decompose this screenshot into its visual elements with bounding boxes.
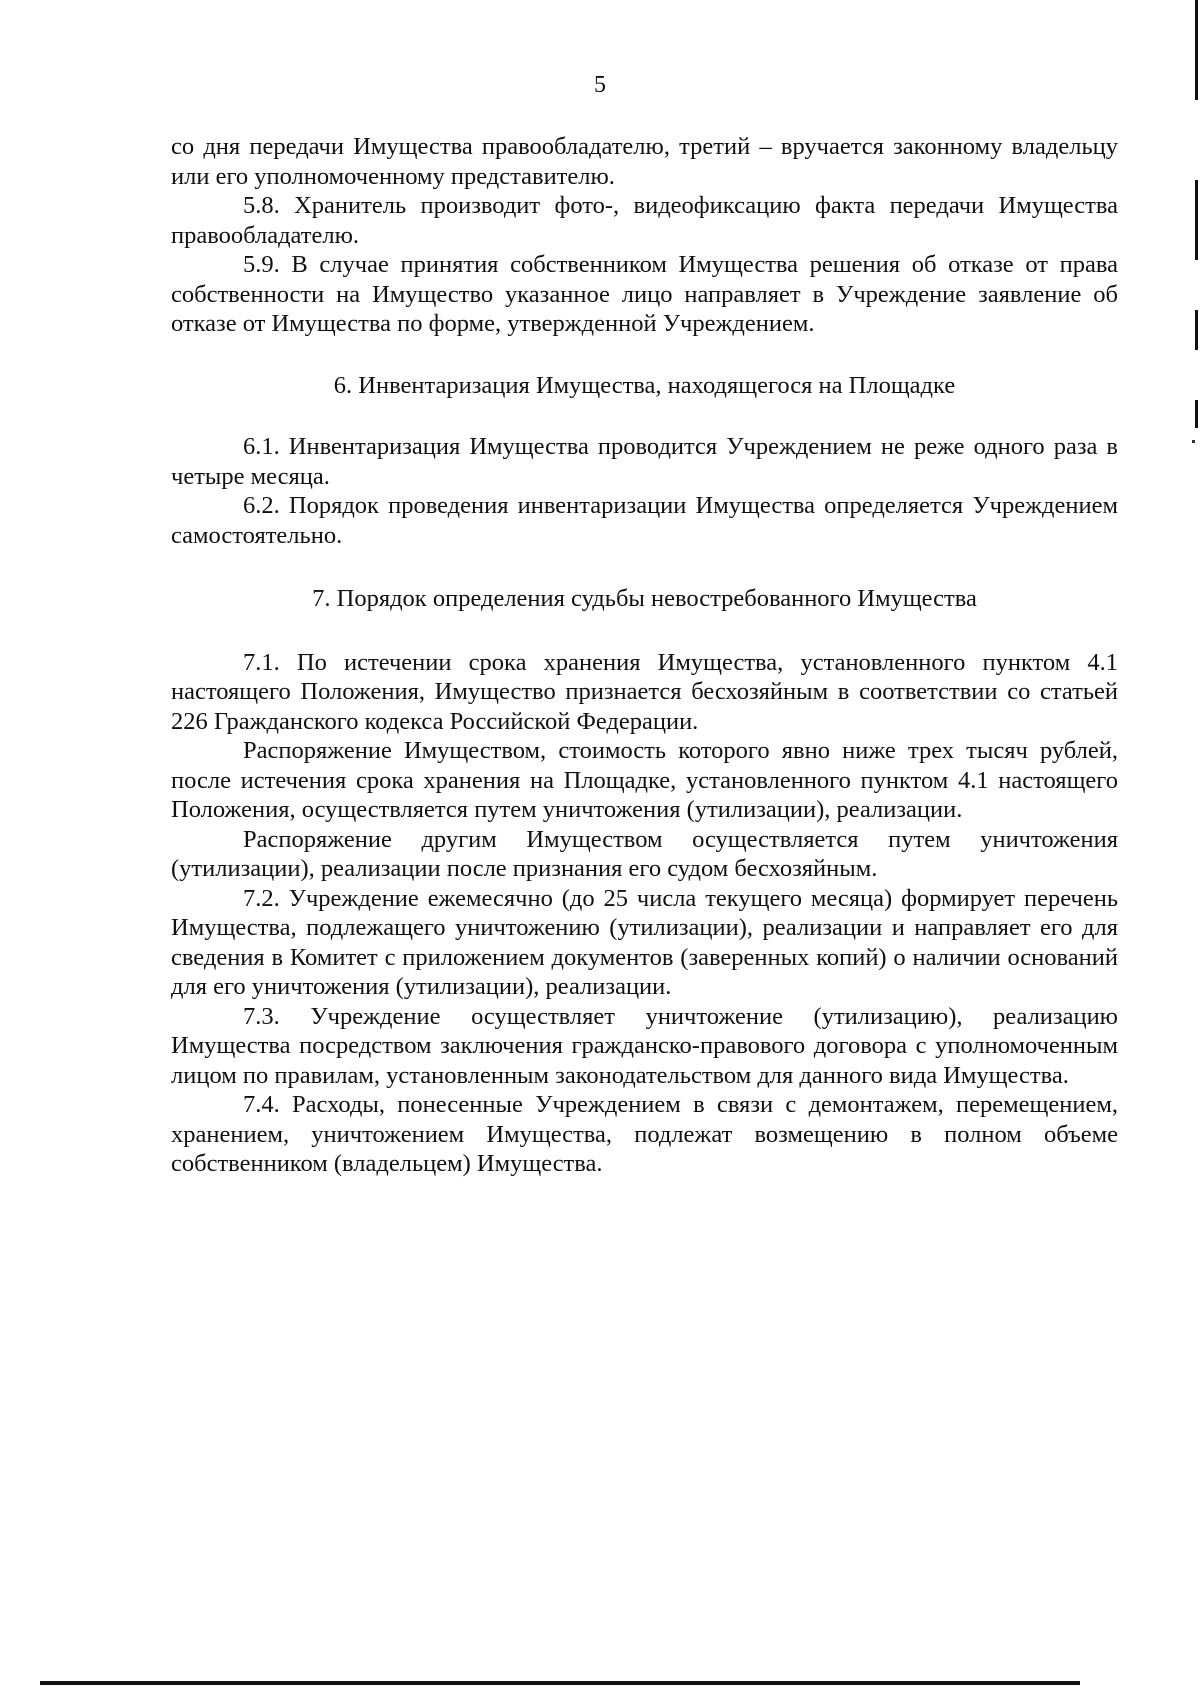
paragraph-6-2: 6.2. Порядок проведения инвентаризации Имущества определяется Учреждением самостоятельно. — [171, 492, 1118, 549]
page-number: 5 — [594, 72, 606, 98]
paragraph-7-2: 7.2. Учреждение ежемесячно (до 25 числа текущего месяца) формирует перечень Имущества, подлежащего уничтожению (утилизации), реализации и направляет его для сведения в Комитет с приложением документов (заверенных копий) о наличии оснований для его уничтожения (утилизации), реализации. — [171, 884, 1118, 1000]
paragraph-6-1: 6.1. Инвентаризация Имущества проводится Учреждением не реже одного раза в четыре месяца. — [171, 433, 1118, 490]
paragraph-7-4: 7.4. Расходы, понесенные Учреждением в связи с демонтажем, перемещением, хранением, уничтожением Имущества, подлежат возмещению в полном объеме собственником (владельцем) Имущества. — [171, 1091, 1118, 1177]
scan-edge-artifact — [1195, 310, 1198, 350]
paragraph-7-1-disposal-cheap: Распоряжение Имуществом, стоимость которого явно ниже трех тысяч рублей, после истечения срока хранения на Площадке, установленного пунктом 4.1 настоящего Положения, осуществляется путем уничтожения (утилизации), реализации. — [171, 737, 1118, 823]
scan-speck-artifact — [1192, 440, 1195, 443]
scan-edge-artifact — [1195, 0, 1198, 100]
scan-bottom-edge-artifact — [40, 1681, 1080, 1685]
paragraph-continuation: со дня передачи Имущества правообладателю, третий – вручается законному владельцу или его уполномоченному представителю. — [171, 133, 1118, 190]
scan-edge-artifact — [1195, 400, 1198, 428]
scan-edge-artifact — [1195, 180, 1198, 260]
section-6-heading: 6. Инвентаризация Имущества, находящегося на Площадке — [333, 371, 956, 399]
paragraph-5-9: 5.9. В случае принятия собственником Имущества решения об отказе от права собственности на Имущество указанное лицо направляет в Учреждение заявление об отказе от Имущества по форме, утвержденной Учреждением. — [171, 251, 1118, 337]
paragraph-7-1: 7.1. По истечении срока хранения Имущества, установленного пунктом 4.1 настоящего Положения, Имущество признается бесхозяйным в соответствии со статьей 226 Гражданского кодекса Российской Федерации. — [171, 648, 1118, 735]
section-7-heading: 7. Порядок определения судьбы невостребованного Имущества — [312, 585, 977, 612]
document-body — [171, 132, 1118, 1179]
paragraph-7-3: 7.3. Учреждение осуществляет уничтожение (утилизацию), реализацию Имущества посредством заключения гражданско-правового договора с уполномоченным лицом по правилам, установленным законодательством для данного вида Имущества. — [171, 1002, 1118, 1089]
paragraph-7-1-disposal-other: Распоряжение другим Имуществом осуществляется путем уничтожения (утилизации), реализации после признания его судом бесхозяйным. — [171, 825, 1118, 882]
paragraph-5-8: 5.8. Хранитель производит фото-, видеофиксацию факта передачи Имущества правообладателю. — [171, 192, 1118, 249]
